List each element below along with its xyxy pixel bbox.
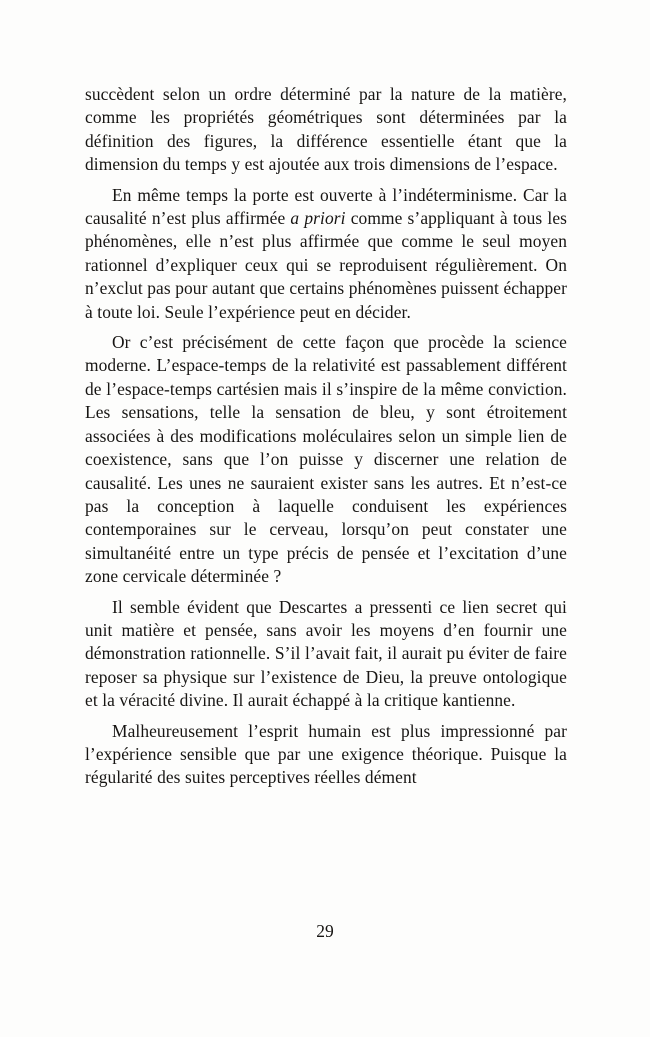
paragraph (85, 184, 567, 324)
text-run: succèdent selon un ordre déterminé par la nature de la matière, comme les propriétés géométriques sont déterminées par la définition des figures, la différence essentielle étant que la dimension du temps y est ajoutée aux trois dimensions de l’espace. (85, 84, 567, 175)
text-run: comme s’appliquant à tous les phénomènes, elle n’est plus affirmée que comme le seul moyen rationnel d’expliquer ceux qui se reproduisent régulièrement. On n’exclut pas pour autant que certains phénomènes puissent échapper à toute loi. Seule l’expérience peut en décider. (85, 208, 568, 322)
paragraph (85, 83, 567, 177)
paragraph (85, 720, 567, 790)
text-run: Or c’est précisément de cette façon que procède la science moderne. L’espace-temps de la relativité est passablement différent de l’espace-temps cartésien mais il s’inspire de la même conviction. Les sensations, telle la sensation de bleu, y sont étroitement associées à des modifications moléculaires selon un simple lien de coexistence, sans que l’on puisse y discerner une relation de causalité. Les unes ne sauraient exister sans les autres. Et n’est-ce pas la conception à laquelle conduisent les expériences contemporaines sur le cerveau, lorsqu’on peut constater une simultanéité entre un type précis de pensée et l’excitation d’une zone cervicale déterminée ? (85, 332, 567, 587)
page-text (85, 83, 567, 790)
text-run: En même temps la porte est ouverte à l’indéterminisme. Car la causalité n’est plus affirmée (85, 184, 567, 229)
paragraph (85, 596, 567, 713)
text-run: Malheureusement l’esprit humain est plus impressionné par l’expérience sensible que par une exigence théorique. Puisque la régularité des suites perceptives réelles dément (85, 720, 567, 788)
italic-text-run: a priori (290, 208, 346, 229)
page-number: 29 (316, 921, 334, 941)
paragraph (85, 331, 567, 588)
text-run: Il semble évident que Descartes a pressenti ce lien secret qui unit matière et pensée, sans avoir les moyens d’en fournir une démonstration rationnelle. S’il l’avait fait, il aurait pu éviter de faire reposer sa physique sur l’existence de Dieu, la preuve ontologique et la véracité divine. Il aurait échappé à la critique kantienne. (85, 596, 567, 711)
